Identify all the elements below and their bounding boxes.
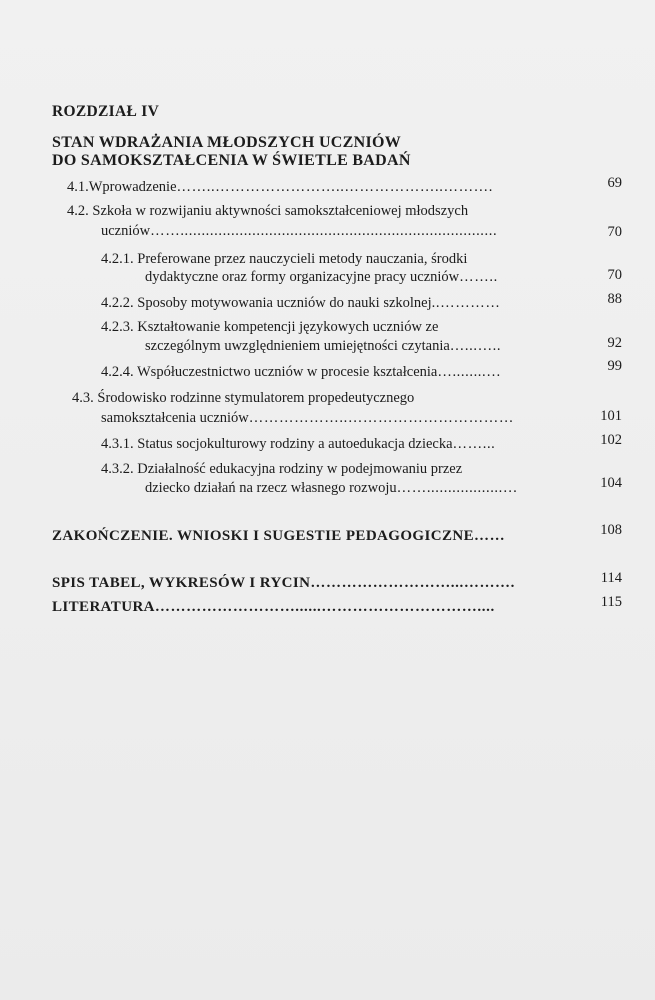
toc-entry-text: 4.1.Wprowadzenie <box>67 179 177 195</box>
toc-leader-dots: …… <box>474 528 506 544</box>
toc-entry-text: 4.2.2. Sposoby motywowania uczniów do nauki szkolnej <box>101 295 432 311</box>
toc-page-number: 108 <box>600 522 622 538</box>
toc-entry-4-2-3 <box>145 337 501 355</box>
toc-entry-4-2-1-line-1: 4.2.1. Preferowane przez nauczycieli metody nauczania, środki <box>101 251 468 267</box>
toc-leader-dots: ……... <box>452 436 496 452</box>
toc-entry-4-2-3-line-1: 4.2.3. Kształtowanie kompetencji językowych uczniów ze <box>101 319 439 335</box>
toc-leader-dots: …........… <box>437 364 502 380</box>
toc-entry-text: uczniów <box>101 223 151 239</box>
toc-entry-4-1 <box>67 178 493 196</box>
toc-leader-dots: ..………… <box>431 295 501 311</box>
toc-leader-dots: ………………………...………. <box>310 575 515 591</box>
toc-entry-conclusion <box>52 527 505 545</box>
toc-entry-text: dziecko działań na rzecz własnego rozwoju <box>145 480 397 496</box>
toc-entry-4-3 <box>101 409 514 427</box>
toc-entry-4-2-4 <box>101 363 501 381</box>
toc-leader-dots: ……........................................................................... <box>150 223 498 239</box>
toc-page-number: 69 <box>607 175 622 191</box>
toc-entry-text: 4.3.1. Status socjokulturowy rodziny a autoedukacja dziecka <box>101 436 453 452</box>
toc-entry-4-3-line-1: 4.3. Środowisko rodzinne stymulatorem propedeutycznego <box>72 390 415 406</box>
toc-entry-4-3-1 <box>101 435 495 453</box>
toc-entry-4-2-1 <box>145 268 498 286</box>
chapter-label: ROZDZIAŁ IV <box>52 103 160 120</box>
toc-leader-dots: ……..................… <box>396 480 518 496</box>
toc-entry-text: ZAKOŃCZENIE. WNIOSKI I SUGESTIE PEDAGOGICZNE <box>52 528 475 544</box>
toc-entry-bibliography <box>52 598 495 616</box>
toc-page-number: 70 <box>607 267 622 283</box>
toc-leader-dots: ………………………......………………………….... <box>154 599 495 615</box>
toc-page-number: 70 <box>607 224 622 240</box>
toc-entry-text: samokształcenia uczniów <box>101 410 249 426</box>
toc-entry-text: SPIS TABEL, WYKRESÓW I RYCIN <box>52 575 311 591</box>
toc-entry-text: 4.2.4. Współuczestnictwo uczniów w procesie kształcenia <box>101 364 438 380</box>
toc-page-number: 104 <box>600 475 622 491</box>
toc-page-number: 99 <box>607 358 622 374</box>
chapter-title-line-1: STAN WDRAŻANIA MŁODSZYCH UCZNIÓW <box>52 134 402 151</box>
toc-leader-dots: …….. <box>459 269 498 285</box>
toc-entry-text: szczególnym uwzględnieniem umiejętności czytania <box>145 338 450 354</box>
toc-entry-text: LITERATURA <box>52 599 155 615</box>
toc-entry-text: dydaktyczne oraz formy organizacyjne pracy uczniów <box>145 269 460 285</box>
toc-page-number: 114 <box>600 570 622 586</box>
toc-entry-4-2 <box>101 222 497 240</box>
toc-page-number: 115 <box>600 594 622 610</box>
toc-entry-4-3-2-line-1: 4.3.2. Działalność edukacyjna rodziny w podejmowaniu przez <box>101 461 463 477</box>
toc-page-number: 92 <box>607 335 622 351</box>
toc-entry-4-2-2 <box>101 294 501 312</box>
toc-entry-4-2-line-1: 4.2. Szkoła w rozwijaniu aktywności samokształceniowej młodszych <box>67 203 469 219</box>
toc-entry-4-3-2 <box>145 479 518 497</box>
toc-leader-dots: ………………..…………………………… <box>248 410 514 426</box>
chapter-title-line-2: DO SAMOKSZTAŁCENIA W ŚWIETLE BADAŃ <box>52 152 411 169</box>
toc-leader-dots: …...….. <box>449 338 502 354</box>
toc-entry-list-of-tables <box>52 574 515 592</box>
toc-page-number: 88 <box>607 291 622 307</box>
toc-page-number: 102 <box>600 432 622 448</box>
toc-leader-dots: ……..……………………..………………..………. <box>176 179 493 195</box>
toc-page-number: 101 <box>600 408 622 424</box>
